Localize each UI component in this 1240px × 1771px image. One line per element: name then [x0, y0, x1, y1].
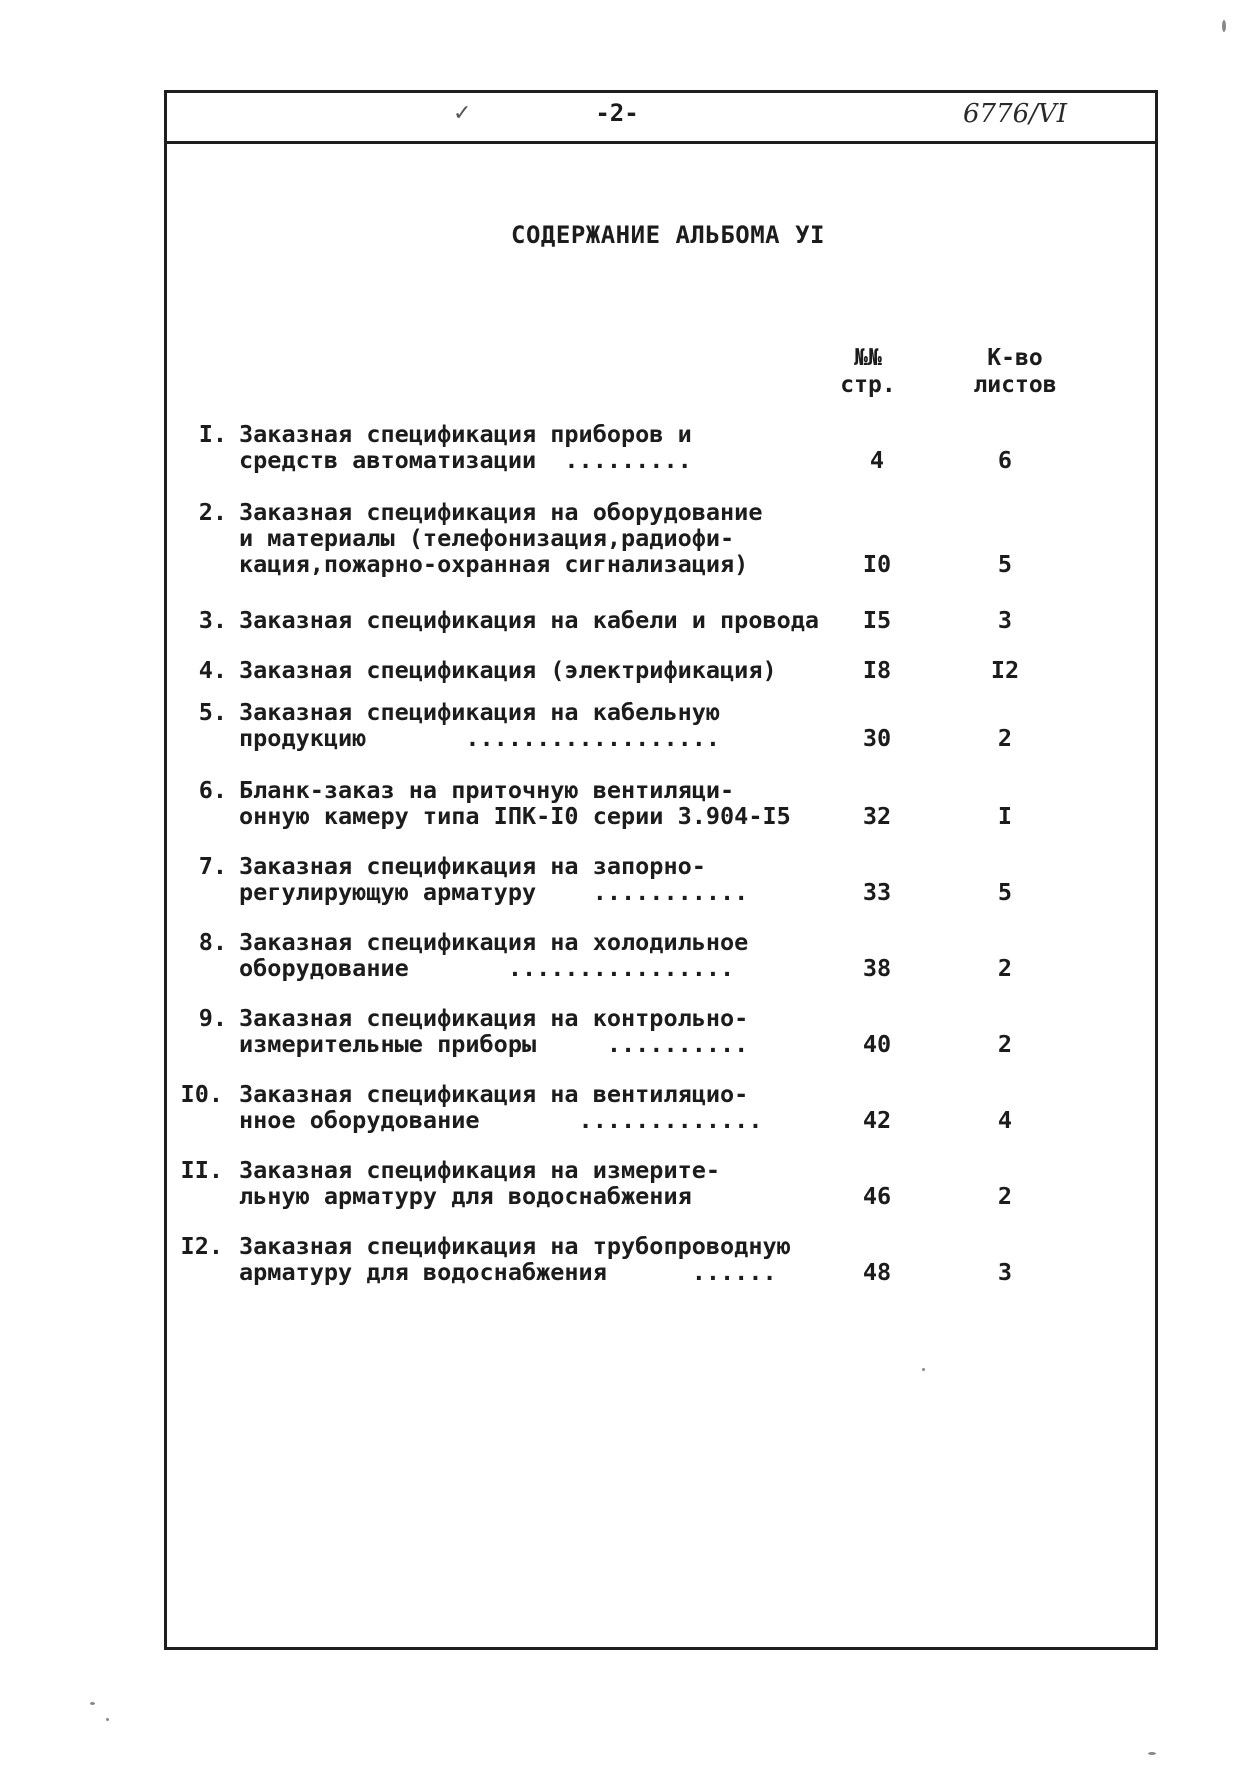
toc-entry [167, 1005, 1067, 1057]
toc-entry-sheets: 5 [997, 550, 1013, 578]
toc-entry-number: 2. [198, 498, 227, 526]
toc-entry-page: I8 [862, 656, 892, 684]
scan-speck [1148, 1752, 1156, 1755]
toc-entry-text: Заказная спецификация на трубопроводную [239, 1232, 791, 1260]
toc-entry-text: нное оборудование ............. [239, 1106, 763, 1134]
toc-entry [167, 777, 1067, 829]
toc-entry-sheets: 2 [997, 1182, 1013, 1210]
toc-entry-sheets: 4 [997, 1106, 1013, 1134]
toc-entry-text: Заказная спецификация на запорно- [239, 852, 706, 880]
toc-entry-text: Заказная спецификация на холодильное [239, 928, 749, 956]
toc-entry-text: арматуру для водоснабжения ...... [239, 1258, 777, 1286]
toc-entry-text: Заказная спецификация на измерите- [239, 1156, 721, 1184]
toc-entry [167, 607, 1067, 633]
toc-entry-page: 40 [862, 1030, 892, 1058]
toc-entry-sheets: I2 [990, 656, 1020, 684]
toc-entry-number: 9. [198, 1004, 227, 1032]
toc-entry [167, 699, 1067, 751]
toc-entry-text: измерительные приборы .......... [239, 1030, 749, 1058]
scan-speck [106, 1718, 109, 1721]
header-row [167, 93, 1155, 144]
toc-entry-sheets: 3 [997, 1258, 1013, 1286]
toc-entry-text: оборудование ................ [239, 954, 735, 982]
toc-entry [167, 421, 1067, 473]
toc-entry [167, 1157, 1067, 1209]
toc-entry-text: Заказная спецификация на оборудование [239, 498, 763, 526]
toc-entry-page: 48 [862, 1258, 892, 1286]
toc-entry-sheets: 2 [997, 1030, 1013, 1058]
toc-entry-number: 4. [198, 656, 227, 684]
toc-entry-number: 8. [198, 928, 227, 956]
toc-entry-page: 32 [862, 802, 892, 830]
toc-entry-page: I0 [862, 550, 892, 578]
scan-speck [922, 1368, 925, 1371]
scan-speck [90, 1702, 95, 1705]
toc-entry-sheets: 2 [997, 954, 1013, 982]
toc-entry [167, 657, 1067, 683]
toc-entry-text: Заказная спецификация на вентиляцио- [239, 1080, 749, 1108]
toc-entry-number: 3. [198, 606, 227, 634]
check-mark-icon: ✓ [453, 101, 472, 126]
column-header-page [823, 345, 913, 399]
document-title: СОДЕРЖАНИЕ АЛЬБОМА УI [511, 221, 825, 249]
toc-entry-text: Бланк-заказ на приточную вентиляци- [239, 776, 735, 804]
toc-entry-number: 5. [198, 698, 227, 726]
toc-entry-sheets: 2 [997, 724, 1013, 752]
toc-entry [167, 1233, 1067, 1285]
toc-entry [167, 1081, 1067, 1133]
toc-entry-page: 42 [862, 1106, 892, 1134]
toc-entry [167, 499, 1067, 577]
toc-entry-number: I0. [180, 1080, 223, 1108]
toc-entry-number: 7. [198, 852, 227, 880]
toc-entry-text: онную камеру типа IПК-I0 серии 3.904-I5 [239, 802, 791, 830]
toc-entry-text: кация,пожарно-охранная сигнализация) [239, 550, 749, 578]
toc-entry-number: I2. [180, 1232, 223, 1260]
toc-entry-sheets: 5 [997, 878, 1013, 906]
column-header-sheets [955, 345, 1075, 399]
toc-entry-text: регулирующую арматуру ........... [239, 878, 749, 906]
toc-entry [167, 853, 1067, 905]
toc-entry-page: 46 [862, 1182, 892, 1210]
sheet-code: 6776/VI [963, 99, 1067, 129]
toc-entry-page: 38 [862, 954, 892, 982]
toc-entry-number: II. [180, 1156, 223, 1184]
toc-entry-text: продукцию .................. [239, 724, 721, 752]
toc-entry [167, 929, 1067, 981]
toc-entry-number: 6. [198, 776, 227, 804]
column-header-page-line1: №№ [854, 345, 882, 371]
scan-speck [1222, 20, 1226, 32]
toc-entry-text: средств автоматизации ......... [239, 446, 692, 474]
toc-entry-page: I5 [862, 606, 892, 634]
document-sheet [164, 90, 1158, 1650]
toc-entry-sheets: 6 [997, 446, 1013, 474]
toc-entry-page: 4 [869, 446, 885, 474]
column-header-sheets-line2: листов [973, 372, 1057, 398]
toc-entry-text: Заказная спецификация на кабели и провода [239, 606, 820, 634]
toc-entry-text: и материалы (телефонизация,радиофи- [239, 524, 735, 552]
toc-entry-page: 33 [862, 878, 892, 906]
column-header-page-line2: стр. [840, 372, 896, 398]
toc-entry-text: льную арматуру для водоснабжения [239, 1182, 692, 1210]
toc-entry-page: 30 [862, 724, 892, 752]
toc-entry-text: Заказная спецификация приборов и [239, 420, 692, 448]
toc-entry-number: I. [198, 420, 227, 448]
page-marker: -2- [595, 99, 639, 127]
toc-entry-text: Заказная спецификация (электрификация) [239, 656, 777, 684]
toc-entry-text: Заказная спецификация на кабельную [239, 698, 721, 726]
toc-entry-sheets: 3 [997, 606, 1013, 634]
toc-entry-text: Заказная спецификация на контрольно- [239, 1004, 749, 1032]
column-header-sheets-line1: К-во [987, 345, 1043, 371]
toc-entry-sheets: I [997, 802, 1013, 830]
